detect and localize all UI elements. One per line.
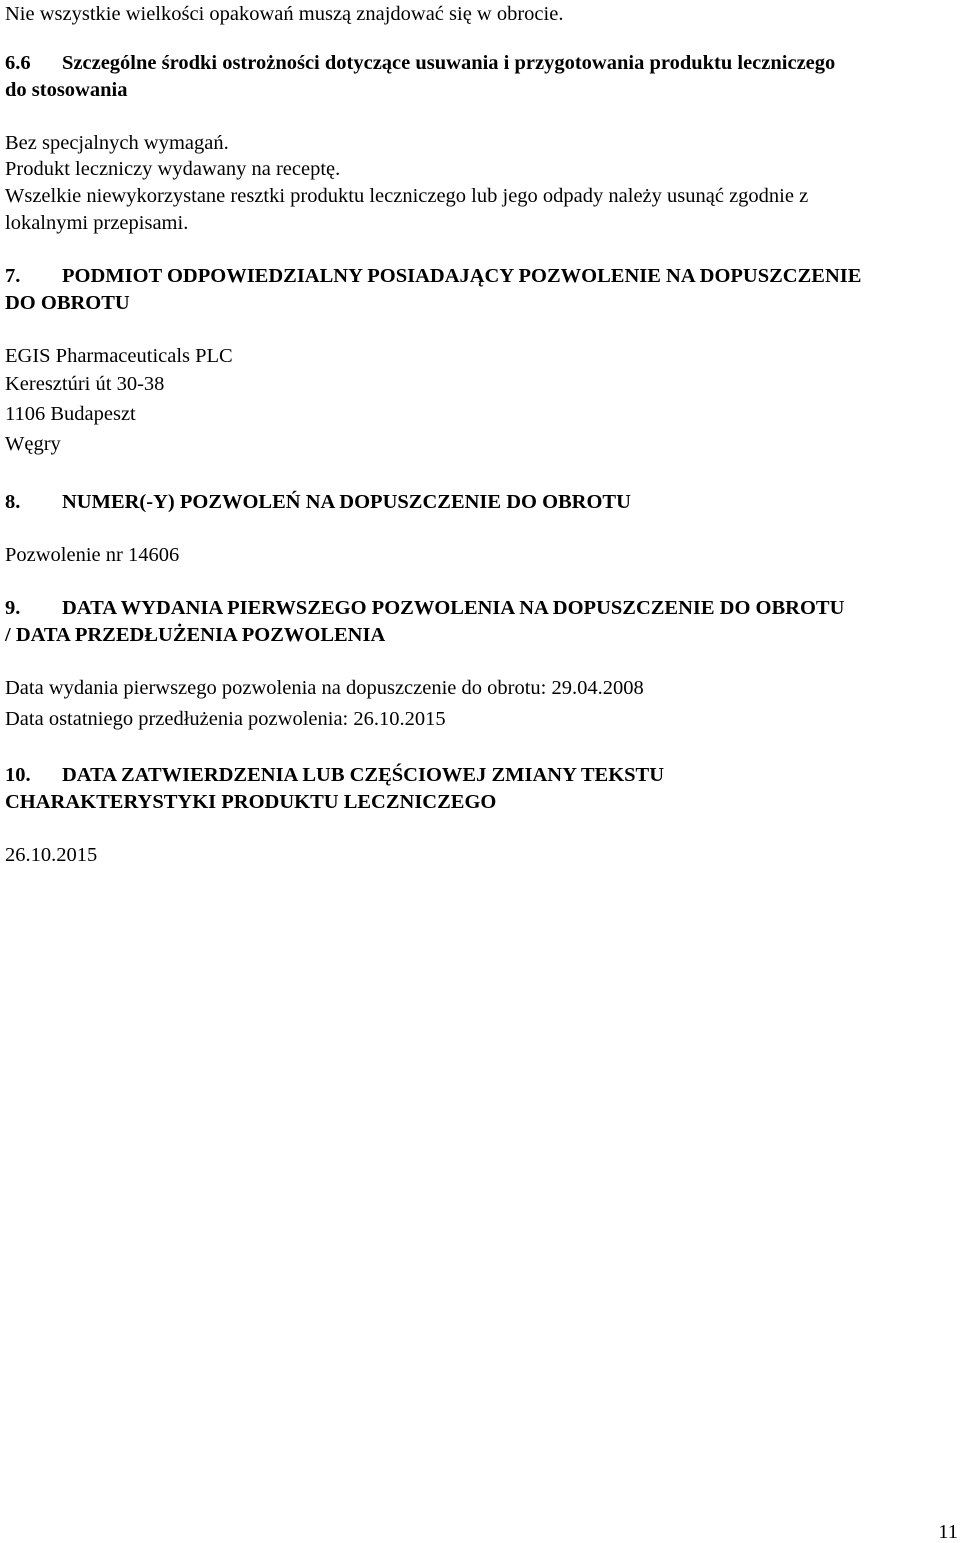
section-7-heading-cont: DO OBROTU: [5, 292, 130, 314]
address-line: Keresztúri út 30-38: [5, 373, 165, 395]
page-number: 11: [938, 1521, 958, 1543]
first-authorization-date: Data wydania pierwszego pozwolenia na dopuszczenie do obrotu: 29.04.2008: [5, 677, 644, 699]
section-10-heading-cont: CHARAKTERYSTYKI PRODUKTU LECZNICZEGO: [5, 791, 497, 813]
paragraph-line: Bez specjalnych wymagań.: [5, 132, 229, 154]
address-line: EGIS Pharmaceuticals PLC: [5, 345, 233, 367]
section-heading-text: NUMER(-Y) POZWOLEŃ NA DOPUSZCZENIE DO OBROTU: [62, 491, 631, 513]
section-heading-text: Szczególne środki ostrożności dotyczące usuwania i przygotowania produktu leczniczego: [62, 52, 836, 74]
section-heading-text: DATA ZATWIERDZENIA LUB CZĘŚCIOWEJ ZMIANY TEKSTU: [62, 764, 665, 786]
section-number: 6.6: [5, 52, 31, 74]
section-number: 8.: [5, 491, 21, 513]
section-9-heading: [5, 598, 844, 619]
section-9-heading-cont: / DATA PRZEDŁUŻENIA POZWOLENIA: [5, 624, 386, 646]
renewal-date: Data ostatniego przedłużenia pozwolenia: 26.10.2015: [5, 708, 446, 730]
paragraph-line: Wszelkie niewykorzystane resztki produktu leczniczego lub jego odpady należy usunąć zgodnie z: [5, 185, 809, 207]
revision-date: 26.10.2015: [5, 844, 98, 866]
paragraph-line: Produkt leczniczy wydawany na receptę.: [5, 158, 341, 180]
section-number: 7.: [5, 265, 21, 287]
section-number: 9.: [5, 597, 21, 619]
section-heading-text: DATA WYDANIA PIERWSZEGO POZWOLENIA NA DOPUSZCZENIE DO OBROTU: [62, 597, 845, 619]
intro-text: Nie wszystkie wielkości opakowań muszą znajdować się w obrocie.: [5, 3, 564, 25]
paragraph-line: lokalnymi przepisami.: [5, 212, 189, 234]
section-6-6-heading: [5, 53, 835, 74]
authorization-number: Pozwolenie nr 14606: [5, 544, 180, 566]
section-heading-text: PODMIOT ODPOWIEDZIALNY POSIADAJĄCY POZWOLENIE NA DOPUSZCZENIE: [62, 265, 862, 287]
address-line: Węgry: [5, 433, 61, 455]
section-7-heading: [5, 266, 861, 287]
section-number: 10.: [5, 764, 31, 786]
section-6-6-heading-cont: do stosowania: [5, 79, 128, 101]
section-8-heading: [5, 492, 631, 513]
address-line: 1106 Budapeszt: [5, 403, 136, 425]
section-10-heading: [5, 765, 664, 786]
